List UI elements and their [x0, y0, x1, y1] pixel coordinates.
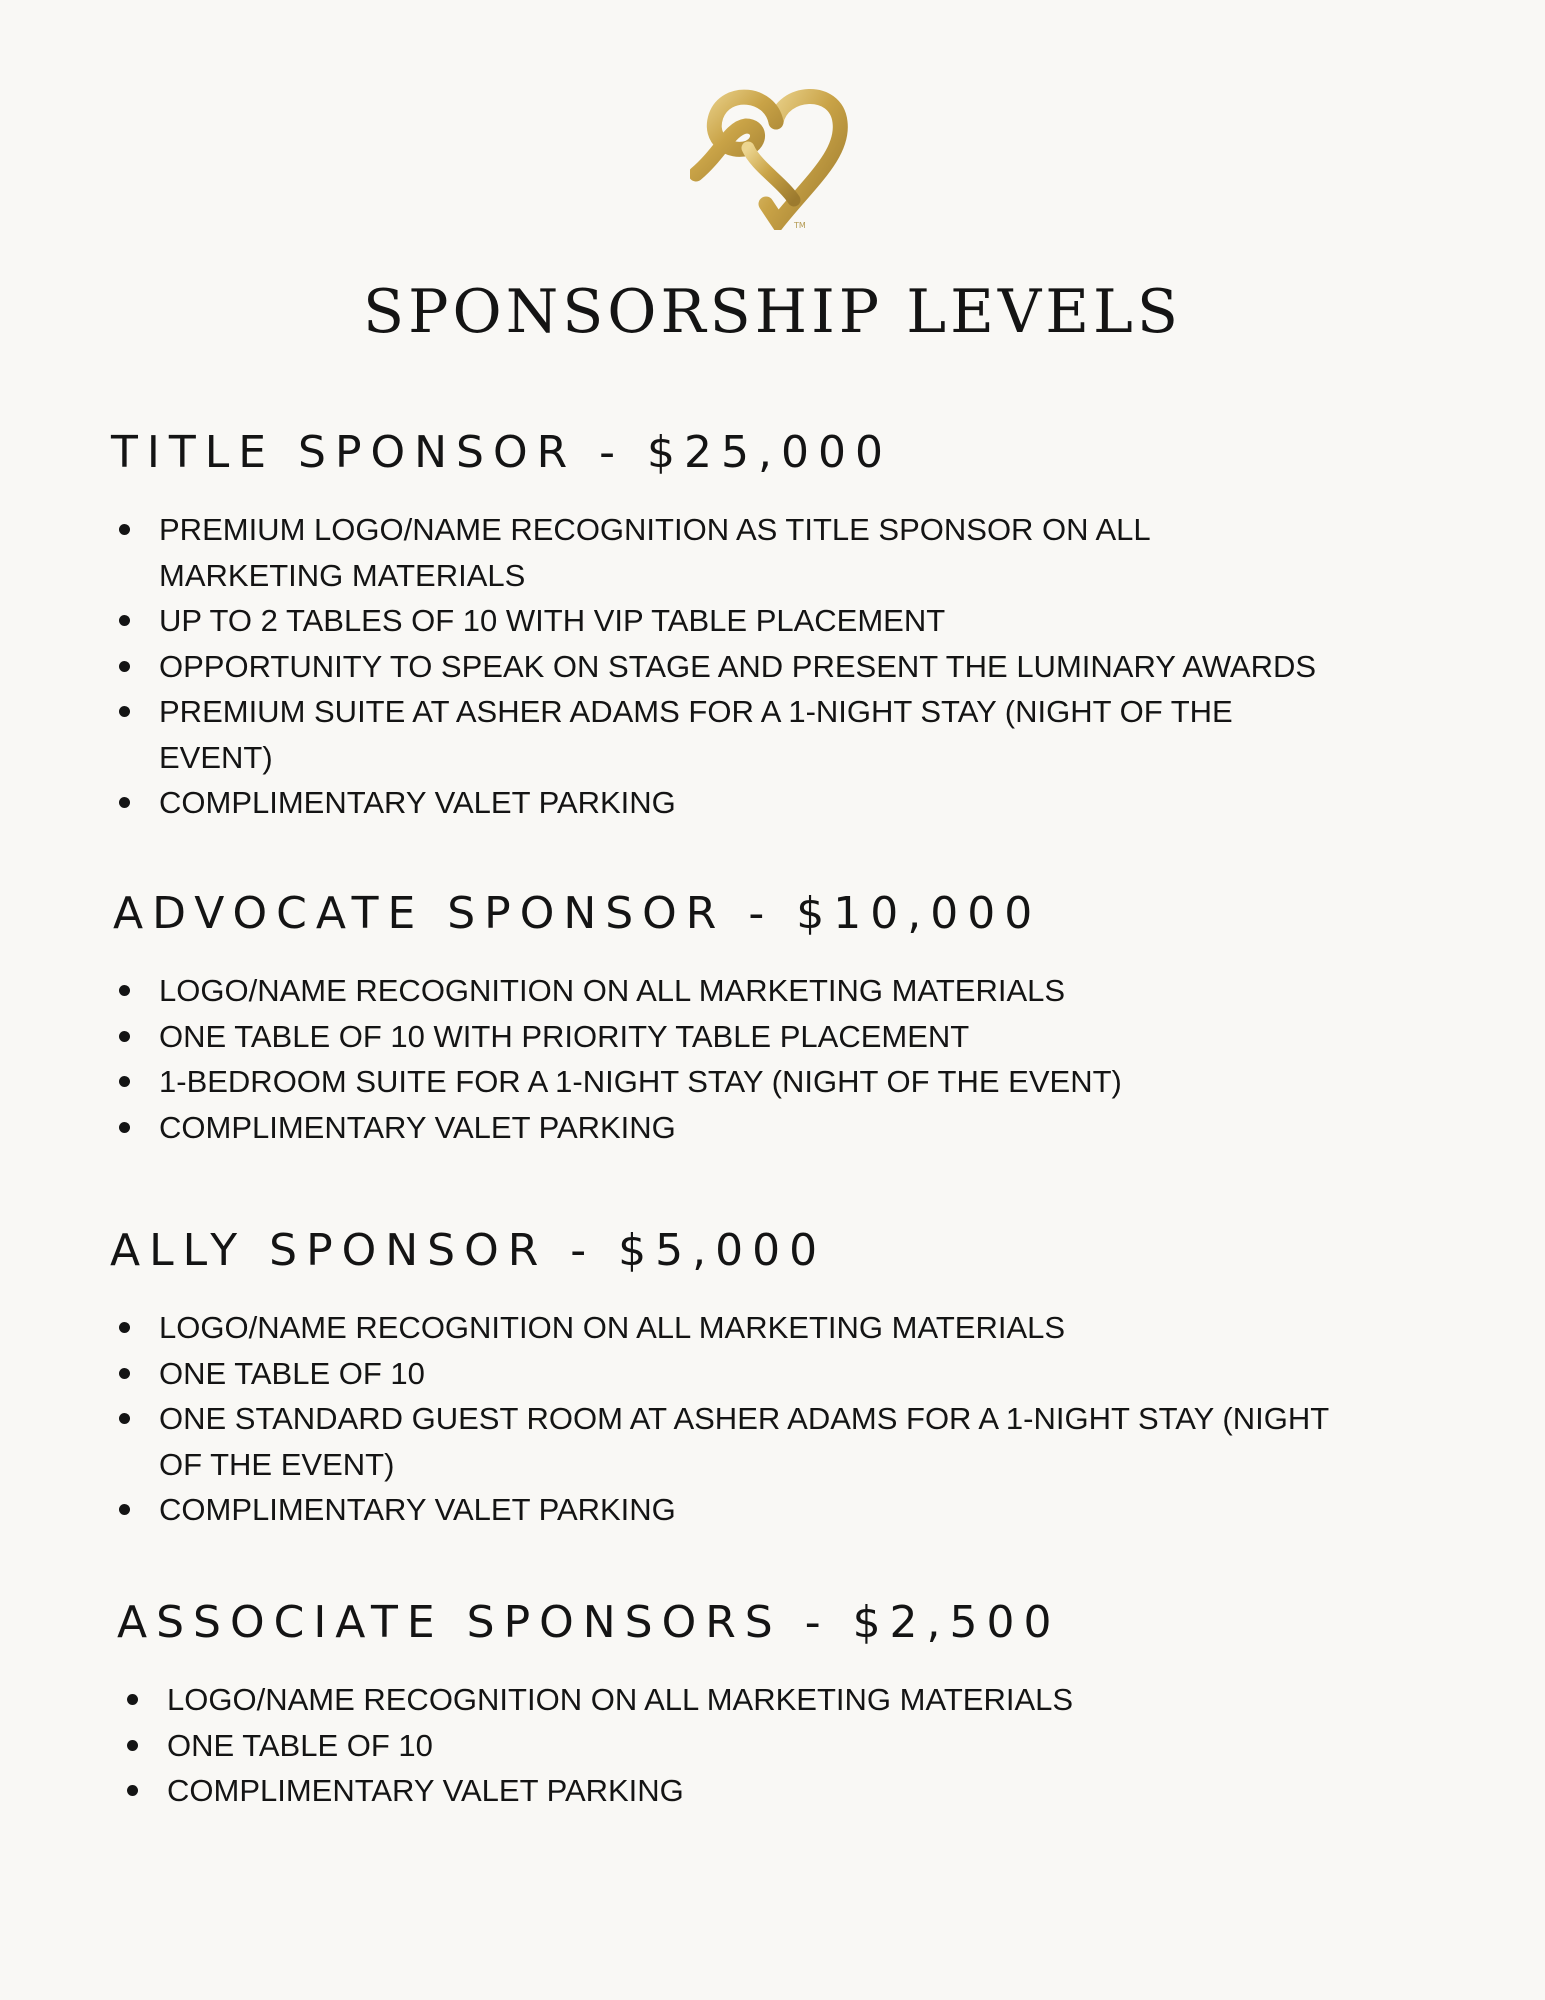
bullet-icon	[119, 1076, 130, 1087]
bullet-icon	[119, 615, 130, 626]
benefit-list	[119, 507, 1419, 826]
heart-ribbon-logo-icon	[690, 82, 850, 230]
trademark-label: TM	[794, 221, 806, 230]
bullet-icon	[119, 1322, 130, 1333]
bullet-icon	[119, 985, 130, 996]
ally-sponsor-section	[0, 1223, 1545, 1533]
bullet-icon	[119, 661, 130, 672]
benefit-list	[127, 1677, 1427, 1814]
associate-sponsors-section	[0, 1595, 1545, 1814]
title-sponsor-section	[0, 425, 1545, 826]
list-item: 1-BEDROOM SUITE FOR A 1-NIGHT STAY (NIGHT OF THE EVENT)	[119, 1059, 1419, 1105]
list-item: LOGO/NAME RECOGNITION ON ALL MARKETING MATERIALS	[127, 1677, 1427, 1723]
section-heading: ASSOCIATE SPONSORS - $2,500	[117, 1597, 1061, 1648]
list-item: COMPLIMENTARY VALET PARKING	[119, 780, 1419, 826]
advocate-sponsor-section	[0, 886, 1545, 1150]
bullet-icon	[119, 706, 130, 717]
list-item: OPPORTUNITY TO SPEAK ON STAGE AND PRESENT THE LUMINARY AWARDS	[119, 644, 1419, 690]
bullet-icon	[119, 1368, 130, 1379]
page-title: SPONSORSHIP LEVELS	[363, 277, 1182, 347]
benefit-list	[119, 1305, 1419, 1533]
section-heading: ADVOCATE SPONSOR - $10,000	[113, 888, 1042, 939]
list-item: ONE TABLE OF 10	[119, 1351, 1419, 1397]
bullet-icon	[119, 1413, 130, 1424]
section-heading: TITLE SPONSOR - $25,000	[111, 427, 892, 478]
bullet-icon	[119, 1504, 130, 1515]
bullet-icon	[127, 1785, 138, 1796]
list-item: LOGO/NAME RECOGNITION ON ALL MARKETING MATERIALS	[119, 968, 1419, 1014]
list-item: ONE TABLE OF 10 WITH PRIORITY TABLE PLACEMENT	[119, 1014, 1419, 1060]
list-item: ONE STANDARD GUEST ROOM AT ASHER ADAMS FOR A 1-NIGHT STAY (NIGHT OF THE EVENT)	[119, 1396, 1329, 1487]
list-item: PREMIUM SUITE AT ASHER ADAMS FOR A 1-NIGHT STAY (NIGHT OF THE EVENT)	[119, 689, 1339, 780]
bullet-icon	[119, 797, 130, 808]
bullet-icon	[127, 1694, 138, 1705]
bullet-icon	[119, 524, 130, 535]
bullet-icon	[127, 1740, 138, 1751]
list-item: UP TO 2 TABLES OF 10 WITH VIP TABLE PLACEMENT	[119, 598, 1419, 644]
list-item: ONE TABLE OF 10	[127, 1723, 1427, 1769]
benefit-list	[119, 968, 1419, 1150]
list-item: COMPLIMENTARY VALET PARKING	[119, 1487, 1419, 1533]
list-item: COMPLIMENTARY VALET PARKING	[127, 1768, 1427, 1814]
list-item: COMPLIMENTARY VALET PARKING	[119, 1105, 1419, 1151]
list-item: LOGO/NAME RECOGNITION ON ALL MARKETING MATERIALS	[119, 1305, 1419, 1351]
section-heading: ALLY SPONSOR - $5,000	[110, 1225, 827, 1276]
bullet-icon	[119, 1031, 130, 1042]
list-item: PREMIUM LOGO/NAME RECOGNITION AS TITLE SPONSOR ON ALL MARKETING MATERIALS	[119, 507, 1289, 598]
bullet-icon	[119, 1122, 130, 1133]
